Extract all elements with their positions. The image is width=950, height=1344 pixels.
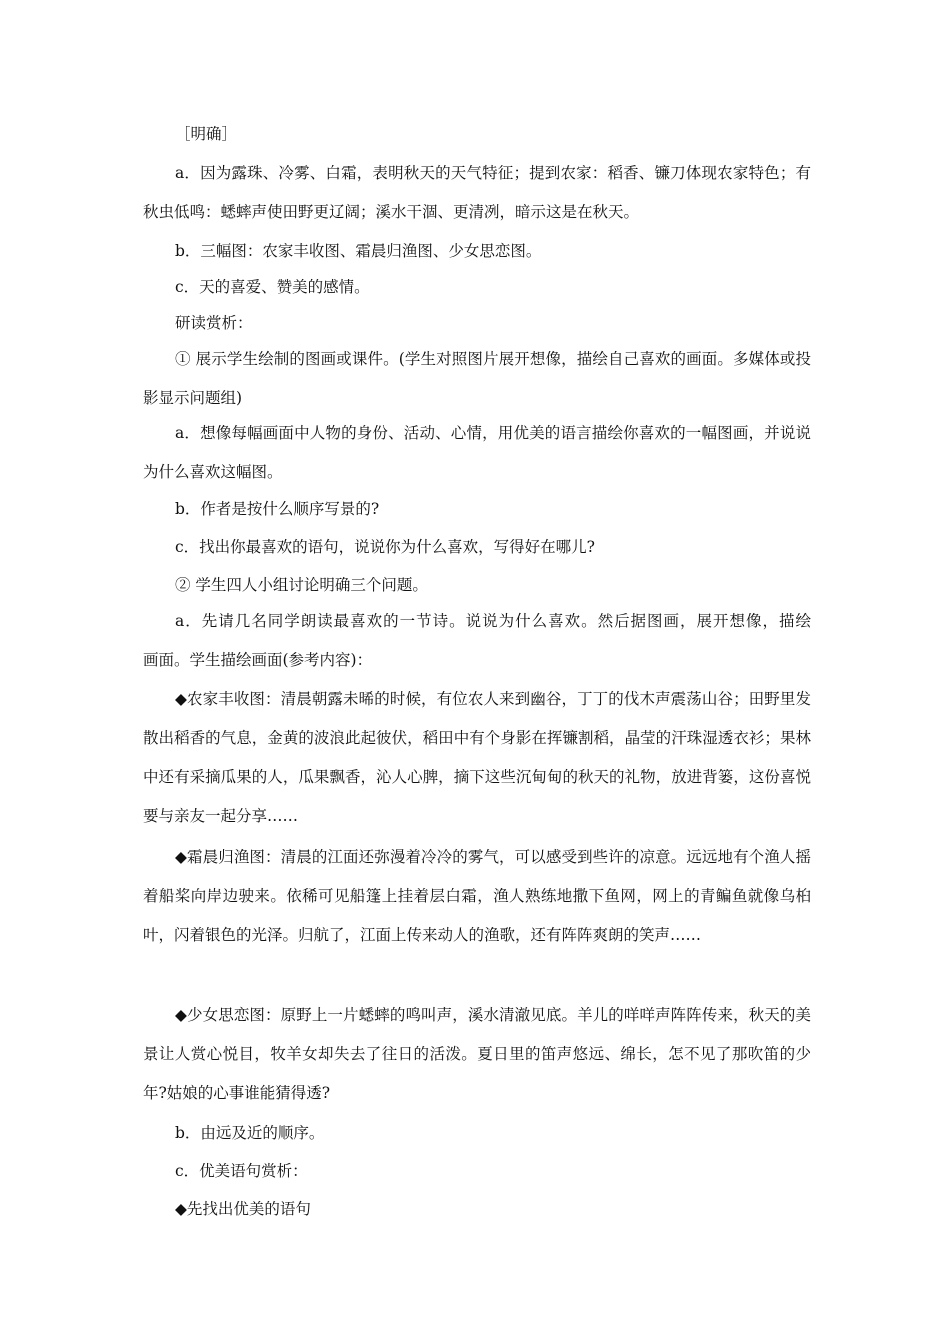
- description-harvest: ◆农家丰收图：清晨朝露未晞的时候，有位农人来到幽谷，丁丁的伐木声震荡山谷；田野里发散出稻香的气息，金黄的波浪此起彼伏，稻田中有个身影在挥镰割稻，晶莹的汗珠湿透衣衫；果林中还有采摘瓜果的人，瓜果飘香，沁人心脾，摘下这些沉甸甸的秋天的礼物，放进背篓，这份喜悦要与亲友一起分享……: [143, 690, 811, 825]
- paragraph-b-answer: b．三幅图：农家丰收图、霜晨归渔图、少女思恋图。: [175, 242, 542, 260]
- question-c: c．找出你最喜欢的语句，说说你为什么喜欢，写得好在哪儿?: [175, 538, 595, 556]
- paragraph-step-1: ① 展示学生绘制的图画或课件。(学生对照图片展开想像，描绘自己喜欢的画面。多媒体或投影显示问题组): [143, 350, 811, 407]
- paragraph-step-2: ② 学生四人小组讨论明确三个问题。: [175, 576, 428, 594]
- description-fishing: ◆霜晨归渔图：清晨的江面还弥漫着冷冷的雾气，可以感受到些许的凉意。远远地有个渔人摇着船桨向岸边驶来。依稀可见船篷上挂着层白霜，渔人熟练地撒下鱼网，网上的青鳊鱼就像乌桕叶，闪着银色的光泽。归航了，江面上传来动人的渔歌，还有阵阵爽朗的笑声……: [143, 848, 811, 944]
- bullet-find-sentences: ◆先找出优美的语句: [175, 1200, 311, 1218]
- answer-c: c．优美语句赏析：: [175, 1162, 308, 1180]
- answer-a: a．先请几名同学朗读最喜欢的一节诗。说说为什么喜欢。然后据图画，展开想像，描绘 画面。学生描绘画面(参考内容)：: [143, 612, 843, 669]
- paragraph-mingque: ［明确］: [175, 125, 238, 143]
- section-heading-yandu: 研读赏析：: [175, 314, 253, 332]
- question-a: a．想像每幅画面中人物的身份、活动、心情，用优美的语言描绘你喜欢的一幅图画，并说说为什么喜欢这幅图。: [143, 424, 811, 481]
- paragraph-a-answer: a．因为露珠、冷雾、白霜，表明秋天的天气特征；提到农家：稻香、镰刀体现农家特色；有秋虫低鸣：蟋蟀声使田野更辽阔；溪水干涸、更清冽，暗示这是在秋天。: [143, 164, 811, 221]
- answer-b: b．由远及近的顺序。: [175, 1124, 325, 1142]
- question-b: b．作者是按什么顺序写景的?: [175, 500, 380, 518]
- description-girl: ◆少女思恋图：原野上一片蟋蟀的鸣叫声，溪水清澈见底。羊儿的咩咩声阵阵传来，秋天的美景让人赏心悦目，牧羊女却失去了往日的活泼。夏日里的笛声悠远、绵长，怎不见了那吹笛的少年?姑娘的心事谁能猜得透?: [143, 1006, 811, 1102]
- paragraph-c-answer: c．天的喜爱、赞美的感情。: [175, 278, 370, 296]
